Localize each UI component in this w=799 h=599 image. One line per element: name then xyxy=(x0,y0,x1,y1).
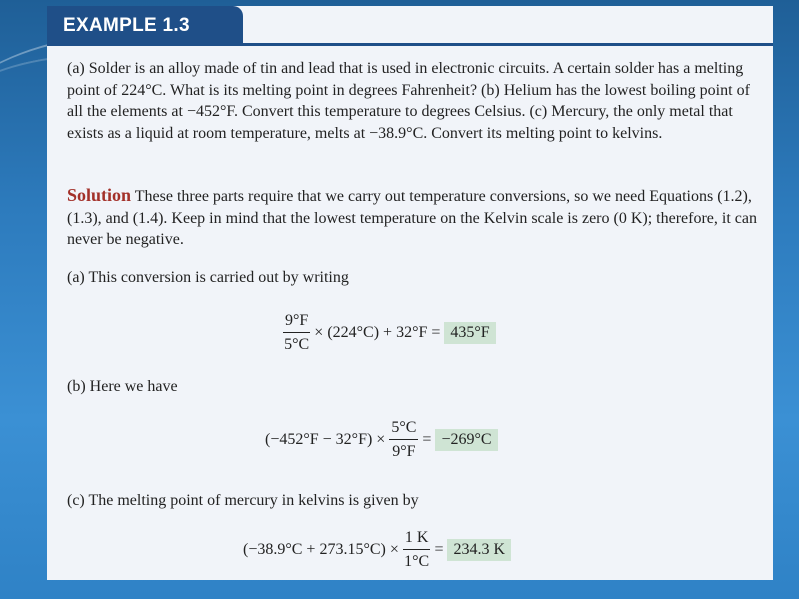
fraction-c-numerator: 1 K xyxy=(403,528,431,550)
fraction-c-denominator: 1°C xyxy=(404,553,430,570)
answer-a: 435°F xyxy=(444,322,495,344)
solution-text: These three parts require that we carry out temperature conversions, so we need Equations (1.2), (1.3), and (1.4). Keep in mind that the lowest temperature on the Kelvin scale is zero (0 K); therefore, it can never be negative. xyxy=(67,188,757,248)
example-title: EXAMPLE 1.3 xyxy=(47,6,243,45)
part-a-intro: (a) This conversion is carried out by writing xyxy=(67,269,349,286)
fraction-b-numerator: 5°C xyxy=(389,418,418,440)
answer-c: 234.3 K xyxy=(447,539,511,561)
equation-a-expression: × (224°C) + 32°F = xyxy=(314,323,441,341)
equation-a xyxy=(279,311,496,354)
solution-paragraph xyxy=(67,185,757,251)
equation-c-equals: = xyxy=(434,540,444,558)
equation-b-expression: (−452°F − 32°F) × xyxy=(265,430,386,448)
problem-text: (a) Solder is an alloy made of tin and lead that is used in electronic circuits. A certain solder has a melting point of 224°C. What is its melting point in degrees Fahrenheit? (b) Helium has the lowest boiling point of all the elements at −452°F. Convert this temperature to degrees Celsius. (c) Mercury, the only metal that exists as a liquid at room temperature, melts at −38.9°C. Convert its melting point to kelvins. xyxy=(67,60,750,142)
equation-c xyxy=(243,528,511,571)
fraction-a xyxy=(283,311,310,354)
equation-b-equals: = xyxy=(422,430,432,448)
fraction-a-denominator: 5°C xyxy=(284,336,310,353)
equation-b xyxy=(265,418,498,461)
solution-label: Solution xyxy=(67,185,132,205)
equation-c-expression: (−38.9°C + 273.15°C) × xyxy=(243,540,399,558)
part-b-intro: (b) Here we have xyxy=(67,378,178,395)
fraction-a-numerator: 9°F xyxy=(283,311,310,333)
answer-b: −269°C xyxy=(435,429,497,451)
part-c-intro: (c) The melting point of mercury in kelvins is given by xyxy=(67,492,419,509)
fraction-b-denominator: 9°F xyxy=(392,443,416,460)
fraction-b xyxy=(389,418,418,461)
fraction-c xyxy=(403,528,431,571)
header-rule xyxy=(47,43,773,46)
example-page xyxy=(47,6,773,580)
example-header xyxy=(47,6,773,46)
